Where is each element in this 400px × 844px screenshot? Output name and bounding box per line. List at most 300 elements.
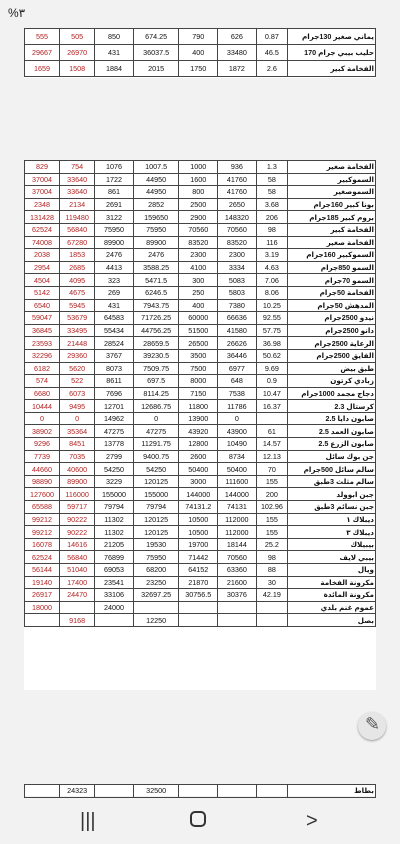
value-cell: 41760 xyxy=(218,173,257,186)
value-cell: 2900 xyxy=(179,211,218,224)
value-cell: 62524 xyxy=(25,551,60,564)
item-name-cell: بيبيلاك xyxy=(288,538,376,551)
value-cell: 144000 xyxy=(218,488,257,501)
value-cell: 155000 xyxy=(95,488,134,501)
battery-indicator: %٣ xyxy=(8,6,26,20)
value-cell: 43920 xyxy=(179,425,218,438)
value-cell: 829 xyxy=(25,161,60,174)
value-cell: 29360 xyxy=(60,349,95,362)
value-cell xyxy=(218,601,257,614)
value-cell: 2300 xyxy=(179,249,218,262)
value-cell: 2.6 xyxy=(256,61,288,77)
value-cell: 3229 xyxy=(95,475,134,488)
value-cell: 21870 xyxy=(179,576,218,589)
value-cell: 70560 xyxy=(218,223,257,236)
value-cell: 37004 xyxy=(25,173,60,186)
item-name-cell: يماني صغير 130جرام xyxy=(288,29,376,45)
table-row xyxy=(25,261,376,274)
value-cell: 59047 xyxy=(25,312,60,325)
value-cell: 18000 xyxy=(25,601,60,614)
value-cell: 3588.25 xyxy=(133,261,179,274)
value-cell xyxy=(25,785,60,798)
value-cell: 13900 xyxy=(179,412,218,425)
value-cell: 9.69 xyxy=(256,362,288,375)
value-cell: 5620 xyxy=(60,362,95,375)
value-cell: 10500 xyxy=(179,513,218,526)
table-row xyxy=(25,45,376,61)
table-row xyxy=(25,337,376,350)
value-cell: 26970 xyxy=(60,45,95,61)
item-name-cell: دجاج مجمد 1000جرام xyxy=(288,387,376,400)
value-cell: 2134 xyxy=(60,198,95,211)
value-cell: 10490 xyxy=(218,438,257,451)
table-row xyxy=(25,412,376,425)
value-cell: 155 xyxy=(256,526,288,539)
table-row xyxy=(25,211,376,224)
table-row xyxy=(25,564,376,577)
value-cell: 1508 xyxy=(60,61,95,77)
value-cell: 4413 xyxy=(95,261,134,274)
value-cell: 0.9 xyxy=(256,375,288,388)
item-name-cell: المدهش 50جرام xyxy=(288,299,376,312)
value-cell: 7538 xyxy=(218,387,257,400)
value-cell: 2852 xyxy=(133,198,179,211)
item-name-cell: عموم غنم بلدي xyxy=(288,601,376,614)
value-cell: 1884 xyxy=(95,61,134,77)
sheet-page-3 xyxy=(24,784,376,796)
value-cell: 116 xyxy=(256,236,288,249)
value-cell: 131428 xyxy=(25,211,60,224)
value-cell: 76899 xyxy=(95,551,134,564)
value-cell: 56144 xyxy=(25,564,60,577)
value-cell xyxy=(95,785,134,798)
item-name-cell: مكرونة المائدة xyxy=(288,589,376,602)
table-row xyxy=(25,785,376,798)
back-button[interactable]: > xyxy=(306,810,318,832)
value-cell: 17400 xyxy=(60,576,95,589)
recent-apps-button[interactable]: ||| xyxy=(80,810,96,832)
item-name-cell: كرستال 2.3 xyxy=(288,400,376,413)
value-cell: 24470 xyxy=(60,589,95,602)
item-name-cell: السموكبير xyxy=(288,173,376,186)
table-row xyxy=(25,526,376,539)
value-cell: 74008 xyxy=(25,236,60,249)
value-cell: 44660 xyxy=(25,463,60,476)
table-row xyxy=(25,450,376,463)
value-cell xyxy=(256,412,288,425)
value-cell xyxy=(256,785,288,798)
value-cell: 79794 xyxy=(95,501,134,514)
value-cell: 250 xyxy=(179,286,218,299)
value-cell: 58 xyxy=(256,186,288,199)
value-cell: 1853 xyxy=(60,249,95,262)
value-cell: 75950 xyxy=(133,223,179,236)
value-cell: 99212 xyxy=(25,513,60,526)
value-cell: 38902 xyxy=(25,425,60,438)
value-cell: 120125 xyxy=(133,526,179,539)
value-cell: 39230.5 xyxy=(133,349,179,362)
value-cell: 37004 xyxy=(25,186,60,199)
value-cell: 1076 xyxy=(95,161,134,174)
item-name-cell: الرعاية 2500جرام xyxy=(288,337,376,350)
pencil-icon: ✎ xyxy=(365,714,381,734)
value-cell: 32296 xyxy=(25,349,60,362)
value-cell: 1659 xyxy=(25,61,60,77)
value-cell: 3000 xyxy=(179,475,218,488)
value-cell: 116000 xyxy=(60,488,95,501)
value-cell: 62524 xyxy=(25,223,60,236)
value-cell: 2300 xyxy=(218,249,257,262)
value-cell: 12686.75 xyxy=(133,400,179,413)
value-cell: 2954 xyxy=(25,261,60,274)
value-cell: 44950 xyxy=(133,173,179,186)
table-row xyxy=(25,589,376,602)
value-cell: 55434 xyxy=(95,324,134,337)
value-cell: 102.96 xyxy=(256,501,288,514)
value-cell: 18144 xyxy=(218,538,257,551)
sheet-page-2 xyxy=(24,160,376,690)
edit-fab-button[interactable] xyxy=(358,712,386,740)
value-cell: 5083 xyxy=(218,274,257,287)
value-cell: 10.25 xyxy=(256,299,288,312)
value-cell: 8611 xyxy=(95,375,134,388)
item-name-cell: السموكبير 160جرام xyxy=(288,249,376,262)
value-cell: 522 xyxy=(60,375,95,388)
item-name-cell: الفخامة صغير xyxy=(288,161,376,174)
value-cell: 79794 xyxy=(133,501,179,514)
value-cell: 64152 xyxy=(179,564,218,577)
value-cell: 19140 xyxy=(25,576,60,589)
value-cell: 323 xyxy=(95,274,134,287)
value-cell: 155000 xyxy=(133,488,179,501)
table-row xyxy=(25,475,376,488)
value-cell: 14616 xyxy=(60,538,95,551)
value-cell: 2600 xyxy=(179,450,218,463)
value-cell: 112000 xyxy=(218,513,257,526)
value-cell: 33640 xyxy=(60,186,95,199)
value-cell: 33480 xyxy=(218,45,257,61)
value-cell: 7696 xyxy=(95,387,134,400)
value-cell: 11800 xyxy=(179,400,218,413)
value-cell: 63360 xyxy=(218,564,257,577)
table-row xyxy=(25,29,376,45)
value-cell: 98 xyxy=(256,223,288,236)
value-cell: 9495 xyxy=(60,400,95,413)
item-name-cell: بونا كبير 160جرام xyxy=(288,198,376,211)
value-cell: 648 xyxy=(218,375,257,388)
value-cell: 83520 xyxy=(179,236,218,249)
value-cell: 11302 xyxy=(95,513,134,526)
value-cell: 33495 xyxy=(60,324,95,337)
value-cell: 2476 xyxy=(95,249,134,262)
value-cell: 7150 xyxy=(179,387,218,400)
value-cell: 64583 xyxy=(95,312,134,325)
value-cell: 159650 xyxy=(133,211,179,224)
value-cell xyxy=(179,601,218,614)
status-bar xyxy=(0,0,400,24)
value-cell: 89900 xyxy=(95,236,134,249)
value-cell: 7500 xyxy=(179,362,218,375)
value-cell: 8073 xyxy=(95,362,134,375)
value-cell: 89900 xyxy=(60,475,95,488)
value-cell: 697.5 xyxy=(133,375,179,388)
value-cell: 12250 xyxy=(133,614,179,627)
item-name-cell: الفخامة كبير xyxy=(288,61,376,77)
value-cell xyxy=(133,601,179,614)
item-name-cell: صابون دايا 2.5 xyxy=(288,412,376,425)
value-cell: 2015 xyxy=(133,61,179,77)
value-cell: 4.63 xyxy=(256,261,288,274)
value-cell: 269 xyxy=(95,286,134,299)
value-cell: 33106 xyxy=(95,589,134,602)
value-cell: 111600 xyxy=(218,475,257,488)
value-cell: 24323 xyxy=(60,785,95,798)
value-cell: 0 xyxy=(25,412,60,425)
value-cell: 36037.5 xyxy=(133,45,179,61)
value-cell: 36.98 xyxy=(256,337,288,350)
value-cell: 68200 xyxy=(133,564,179,577)
value-cell: 7380 xyxy=(218,299,257,312)
item-name-cell: ديبلاك ١ xyxy=(288,513,376,526)
value-cell: 12800 xyxy=(179,438,218,451)
value-cell: 0 xyxy=(133,412,179,425)
value-cell: 3.19 xyxy=(256,249,288,262)
value-cell: 14.57 xyxy=(256,438,288,451)
value-cell: 12701 xyxy=(95,400,134,413)
value-cell xyxy=(256,601,288,614)
value-cell: 11786 xyxy=(218,400,257,413)
value-cell: 21448 xyxy=(60,337,95,350)
value-cell: 850 xyxy=(95,29,134,45)
value-cell: 505 xyxy=(60,29,95,45)
value-cell: 99212 xyxy=(25,526,60,539)
value-cell: 57.75 xyxy=(256,324,288,337)
value-cell: 74131 xyxy=(218,501,257,514)
value-cell xyxy=(256,614,288,627)
value-cell: 51500 xyxy=(179,324,218,337)
value-cell: 71442 xyxy=(179,551,218,564)
value-cell: 2476 xyxy=(133,249,179,262)
value-cell xyxy=(218,614,257,627)
value-cell: 8451 xyxy=(60,438,95,451)
value-cell: 7035 xyxy=(60,450,95,463)
value-cell: 120125 xyxy=(133,475,179,488)
item-name-cell: صابون الزرع 2.5 xyxy=(288,438,376,451)
value-cell: 574 xyxy=(25,375,60,388)
item-name-cell: الفخامة 50جرام xyxy=(288,286,376,299)
value-cell: 92.55 xyxy=(256,312,288,325)
value-cell: 6977 xyxy=(218,362,257,375)
value-cell: 144000 xyxy=(179,488,218,501)
value-cell: 75950 xyxy=(133,551,179,564)
value-cell: 1750 xyxy=(179,61,218,77)
value-cell: 7509.75 xyxy=(133,362,179,375)
table-row xyxy=(25,186,376,199)
item-name-cell: مكرونة الفخامة xyxy=(288,576,376,589)
value-cell: 29667 xyxy=(25,45,60,61)
table-row xyxy=(25,463,376,476)
value-cell: 40600 xyxy=(60,463,95,476)
value-cell: 200 xyxy=(256,488,288,501)
value-cell: 75950 xyxy=(95,223,134,236)
value-cell: 26500 xyxy=(179,337,218,350)
value-cell: 19700 xyxy=(179,538,218,551)
value-cell: 28524 xyxy=(95,337,134,350)
table-row xyxy=(25,198,376,211)
value-cell: 8.06 xyxy=(256,286,288,299)
value-cell: 36446 xyxy=(218,349,257,362)
value-cell: 36845 xyxy=(25,324,60,337)
item-name-cell: صابون العمد 2.5 xyxy=(288,425,376,438)
price-table-1 xyxy=(24,28,376,77)
value-cell: 2685 xyxy=(60,261,95,274)
item-name-cell: الفخامة كبير xyxy=(288,223,376,236)
price-table-3 xyxy=(24,784,376,798)
value-cell: 431 xyxy=(95,45,134,61)
value-cell: 54250 xyxy=(133,463,179,476)
value-cell: 6540 xyxy=(25,299,60,312)
value-cell: 56840 xyxy=(60,551,95,564)
value-cell: 16078 xyxy=(25,538,60,551)
value-cell: 155 xyxy=(256,475,288,488)
value-cell: 47275 xyxy=(133,425,179,438)
sheet-page-1 xyxy=(24,28,376,78)
value-cell: 4504 xyxy=(25,274,60,287)
value-cell: 3500 xyxy=(179,349,218,362)
value-cell: 3.68 xyxy=(256,198,288,211)
value-cell: 2650 xyxy=(218,198,257,211)
table-row xyxy=(25,425,376,438)
value-cell: 6073 xyxy=(60,387,95,400)
value-cell: 83520 xyxy=(218,236,257,249)
value-cell xyxy=(218,785,257,798)
value-cell: 800 xyxy=(179,186,218,199)
value-cell xyxy=(60,601,95,614)
value-cell: 5803 xyxy=(218,286,257,299)
item-name-cell: بروم كبير 185جرام xyxy=(288,211,376,224)
value-cell: 53679 xyxy=(60,312,95,325)
table-row xyxy=(25,286,376,299)
value-cell: 1.3 xyxy=(256,161,288,174)
value-cell: 88 xyxy=(256,564,288,577)
item-name-cell: ويال xyxy=(288,564,376,577)
item-name-cell: طبق بيض xyxy=(288,362,376,375)
item-name-cell: الفخامة صغير xyxy=(288,236,376,249)
table-row xyxy=(25,61,376,77)
value-cell: 2691 xyxy=(95,198,134,211)
value-cell xyxy=(25,614,60,627)
value-cell: 69053 xyxy=(95,564,134,577)
value-cell: 936 xyxy=(218,161,257,174)
value-cell: 3122 xyxy=(95,211,134,224)
value-cell: 626 xyxy=(218,29,257,45)
value-cell: 50400 xyxy=(179,463,218,476)
value-cell: 155 xyxy=(256,513,288,526)
table-row xyxy=(25,312,376,325)
value-cell: 112000 xyxy=(218,526,257,539)
value-cell: 8734 xyxy=(218,450,257,463)
value-cell: 0 xyxy=(218,412,257,425)
value-cell: 13778 xyxy=(95,438,134,451)
value-cell: 50.62 xyxy=(256,349,288,362)
value-cell: 9296 xyxy=(25,438,60,451)
table-row xyxy=(25,601,376,614)
item-name-cell: بيبي لايف xyxy=(288,551,376,564)
value-cell: 54250 xyxy=(95,463,134,476)
item-name-cell: الفايق 2500جرام xyxy=(288,349,376,362)
item-name-cell: حليب بيبي جرام 170 xyxy=(288,45,376,61)
value-cell: 26626 xyxy=(218,337,257,350)
item-name-cell: جبن نسائم 3طبق xyxy=(288,501,376,514)
value-cell: 790 xyxy=(179,29,218,45)
item-name-cell: بصل xyxy=(288,614,376,627)
value-cell xyxy=(95,614,134,627)
value-cell: 119480 xyxy=(60,211,95,224)
value-cell: 21600 xyxy=(218,576,257,589)
value-cell: 41760 xyxy=(218,186,257,199)
table-row xyxy=(25,488,376,501)
value-cell: 60000 xyxy=(179,312,218,325)
value-cell: 5471.5 xyxy=(133,274,179,287)
table-row xyxy=(25,173,376,186)
value-cell: 3334 xyxy=(218,261,257,274)
value-cell: 35364 xyxy=(60,425,95,438)
value-cell: 32500 xyxy=(133,785,179,798)
value-cell: 90222 xyxy=(60,526,95,539)
item-name-cell: ديبلاك ٣ xyxy=(288,526,376,539)
home-button[interactable] xyxy=(190,810,206,833)
value-cell xyxy=(179,614,218,627)
value-cell: 67280 xyxy=(60,236,95,249)
table-row xyxy=(25,223,376,236)
table-row xyxy=(25,513,376,526)
value-cell: 14962 xyxy=(95,412,134,425)
item-name-cell: زبادي كرتون xyxy=(288,375,376,388)
value-cell: 23250 xyxy=(133,576,179,589)
value-cell: 32697.25 xyxy=(133,589,179,602)
value-cell: 70560 xyxy=(179,223,218,236)
value-cell: 10500 xyxy=(179,526,218,539)
item-name-cell: سالم مثلث 3طبق xyxy=(288,475,376,488)
value-cell: 3767 xyxy=(95,349,134,362)
value-cell: 5142 xyxy=(25,286,60,299)
value-cell: 1007.5 xyxy=(133,161,179,174)
value-cell: 42.19 xyxy=(256,589,288,602)
value-cell: 33640 xyxy=(60,173,95,186)
home-icon xyxy=(190,811,206,827)
table-row xyxy=(25,349,376,362)
value-cell: 4675 xyxy=(60,286,95,299)
value-cell: 61 xyxy=(256,425,288,438)
item-name-cell: جبن ابوولد xyxy=(288,488,376,501)
value-cell: 21205 xyxy=(95,538,134,551)
value-cell: 30376 xyxy=(218,589,257,602)
value-cell: 56840 xyxy=(60,223,95,236)
value-cell: 46.5 xyxy=(256,45,288,61)
value-cell: 11291.75 xyxy=(133,438,179,451)
value-cell: 11302 xyxy=(95,526,134,539)
value-cell: 98 xyxy=(256,551,288,564)
value-cell: 206 xyxy=(256,211,288,224)
value-cell: 10.47 xyxy=(256,387,288,400)
value-cell: 16.37 xyxy=(256,400,288,413)
value-cell: 8114.25 xyxy=(133,387,179,400)
value-cell: 674.25 xyxy=(133,29,179,45)
value-cell: 6182 xyxy=(25,362,60,375)
value-cell: 26917 xyxy=(25,589,60,602)
table-row xyxy=(25,324,376,337)
value-cell: 7739 xyxy=(25,450,60,463)
